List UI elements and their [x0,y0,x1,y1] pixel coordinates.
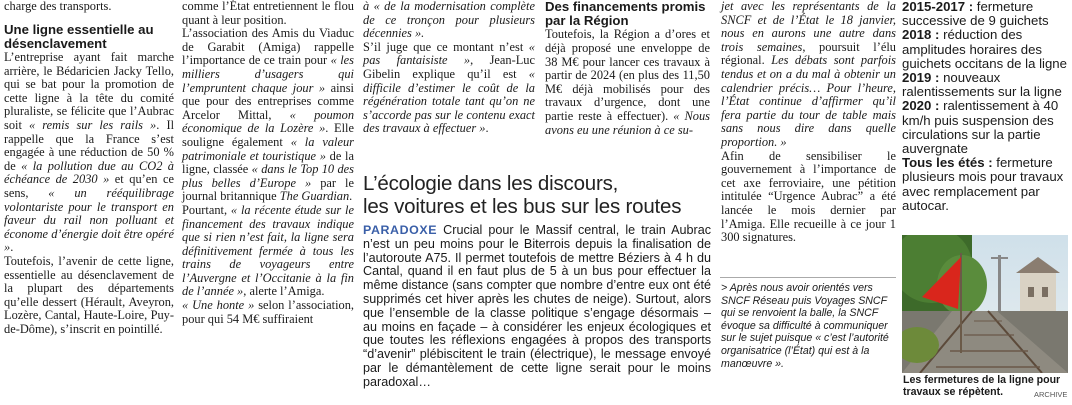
quote: « dans le Top 10 des plus belles d’Europe » [182,162,354,190]
paragraph [182,299,354,326]
quote: « pas fantaisiste » [363,39,535,68]
text-run: , alerte l’Amiga. [243,284,325,299]
text-run: Pourtant, [182,202,231,217]
column-1 [4,0,174,336]
paragraph: Afin de sensibiliser le gouvernement à l’importance de cet axe ferroviaire, une pétition intitulée “Urgence Aubrac” a été lancée le mois dernier par l’Amiga. Elle recueille à ce jour 1 300 signatures. [721,148,896,245]
paragraph [545,28,710,137]
text-run: L’entreprise ayant fait marche arrière, le Bédaricien Jacky Tello, qui se bat pour la promotion de cette ligne à la tête du comité pluraliste, se félicite que l’Aubrac soit [4,50,174,132]
title-line: L’écologie dans les discours, [363,172,619,195]
quote: « les milliers d’usagers qui l’empruntent chaque jour » [182,53,355,95]
photo-caption: Les fermetures de la ligne pour travaux se répètent. [903,374,1061,398]
text-run: L’association des Amis du Viaduc de Garabit (Amiga) rappelle l’importance de ce train pour [182,26,354,68]
text-run: et qu’en ce sens, [4,172,174,200]
section-heading: Une ligne essentielle au désenclavement [4,21,154,51]
quote: « Une honte » [182,298,255,313]
timeline-text: réduction des amplitudes horaires des guichets occitans de la ligne [902,27,1067,71]
paragraph: charge des transports. [4,0,112,13]
timeline-text: fermeture plusieurs mois pour travaux avec remplacement par autocar. [902,155,1064,213]
timeline-entry [902,156,1070,213]
quote: « poumon économique de la Lozère » [182,107,355,136]
quote: « la valeur patrimoniale et touristique » [182,134,354,163]
timeline-entry [902,28,1070,71]
quote: « un rééquilibrage volontariste pour le transport en faveur du rail non polluant et économe d’énergie doit être opéré » [4,185,174,255]
text-run: . Il rappelle que la France s’est engagée à une réduction de 50 % de [4,117,175,173]
column-2 [182,0,354,326]
text-run: S’il juge que ce montant n’est [363,39,529,54]
timeline-entry [902,71,1070,99]
column-5 [721,0,896,245]
text-run: ainsi que pour des entreprises comme Arcelor Mittal, [182,80,354,122]
paragraph: Toutefois, l’avenir de cette ligne, essentielle au désenclavement de la plupart des départements qu’elle dessert (Hérault, Aveyron, Lozère, Cantal, Haute-Loire, Puy-de-Dôme), s’inscrit en pointillé. [4,253,174,336]
timeline-column [902,0,1070,213]
timeline-year: 2018 : [902,27,940,43]
photo-credit: ARCHIVE [1034,390,1068,399]
column-3 [363,0,535,136]
text-run: selon l’association, pour qui 54 M€ suffiraient [182,298,354,326]
quote: The Guardian [279,189,350,204]
article-body [363,224,711,390]
text-run: Toutefois, la Région a d’ores et déjà proposé une enveloppe de 38 M€ pour lancer ces travaux à partir de 2024 (en plus des 11,50 M€ déjà mobilisés pour des travaux d’urgence, dont une partie reste à effectuer). [545,27,710,123]
paragraph [721,0,896,150]
text-run: de la ligne, classée [182,148,354,177]
text-run: . Elle souligne également [182,121,354,149]
divider [720,277,896,278]
quote: Les débats sont parfois tendus et on a du mal à obtenir un calendrier précis… Pour l’heure, l’État continue d’affirmer qu’il fera partie du tour de table mais sans nous dire dans quelle proportion. » [721,53,896,149]
timeline-entry [902,0,1070,28]
text-run: . [485,121,489,136]
kicker-label: PARADOXE [363,223,438,237]
railway-illustration [902,235,1068,373]
railway-photo [902,235,1068,373]
text-run: . [349,189,353,204]
text-run: Crucial pour le Massif central, le train Aubrac n’est un peu moins pour le Biterrois depuis la finalisation de l’autoroute A75. Il permet toutefois de mettre Béziers à 4 h du Cantal, quand il en faut plus de 5 à un bus pour effectuer la même distance (sans compter que nombre d’entre eux ont été supprimés cet hiver après les chutes de neige). Surtout, alors que l’ensemble de la classe politique s’engage désormais – au moins en façade – à considérer les enjeux écologiques et que toutes les réflexions engagées à propos des transports “d’avenir” plébiscitent le train (électrique), le message envoyé par le démantèlement de cette ligne serait pour le moins paradoxal… [363,223,711,389]
text-run: . [10,240,14,255]
sidebar-article [363,172,711,390]
quote: jet avec les représentants de la SNCF et de l’État le 18 janvier, nous en aurons une autre dans trois semaines [721,0,896,54]
timeline-text: ralentissement à 40 km/h puis suspension des circulations sur la partie auvergnate [902,98,1059,157]
timeline-entry [902,99,1070,156]
timeline-year: 2019 : [902,70,940,86]
timeline-year: 2015-2017 : [902,0,974,14]
text-run: , Jean-Luc Gibelin explique qu’il est [363,53,535,81]
text-run: par le journal britannique [182,175,354,204]
text-run: , poursuit l’élu régional. [721,39,896,68]
editor-note: > Après nous avoir orientés vers SNCF Réseau puis Voyages SNCF qui se renvoient la balle, la SNCF évoque sa difficulté à communiquer sur le sujet puisque « c’est l’autorité organisatrice (l’État) qui est à la manœuvre ». [721,282,889,370]
paragraph [4,51,174,255]
quote: « Nous avons eu une réunion à ce su- [545,108,710,137]
quote: « difficile d’estimer le coût de la régénération totale tant qu’on ne s’accorde pas sur le contenu exact des travaux à effectuer » [363,66,535,136]
paragraph: comme l’État entretiennent le flou quant à leur position. [182,0,354,27]
column-4 [545,0,710,137]
title-line: les voitures et les bus sur les routes [363,195,682,218]
quote: « la pollution due au CO2 à échéance de 2030 » [4,158,174,187]
paragraph [182,27,354,204]
quote: « remis sur les rails » [29,117,157,132]
quote: « la récente étude sur le financement des travaux indique que si rien n’est fait, la ligne sera définitivement fermée à tous les trains de voyageurs entre l’Auvergne et l’Occitanie à la fin de l’année » [182,202,354,299]
paragraph [363,41,535,136]
section-heading: Des financements promis par la Région [545,0,706,29]
timeline-year: 2020 : [902,98,940,114]
article-title [363,172,711,218]
timeline-text: fermeture successive de 9 guichets [902,0,1049,29]
timeline-year: Tous les étés : [902,155,993,171]
paragraph [182,204,354,299]
paragraph: à « de la modernisation complète de ce tronçon pour plusieurs décennies ». [363,0,535,41]
timeline-text: nouveaux ralentissements sur la ligne [902,70,1062,100]
